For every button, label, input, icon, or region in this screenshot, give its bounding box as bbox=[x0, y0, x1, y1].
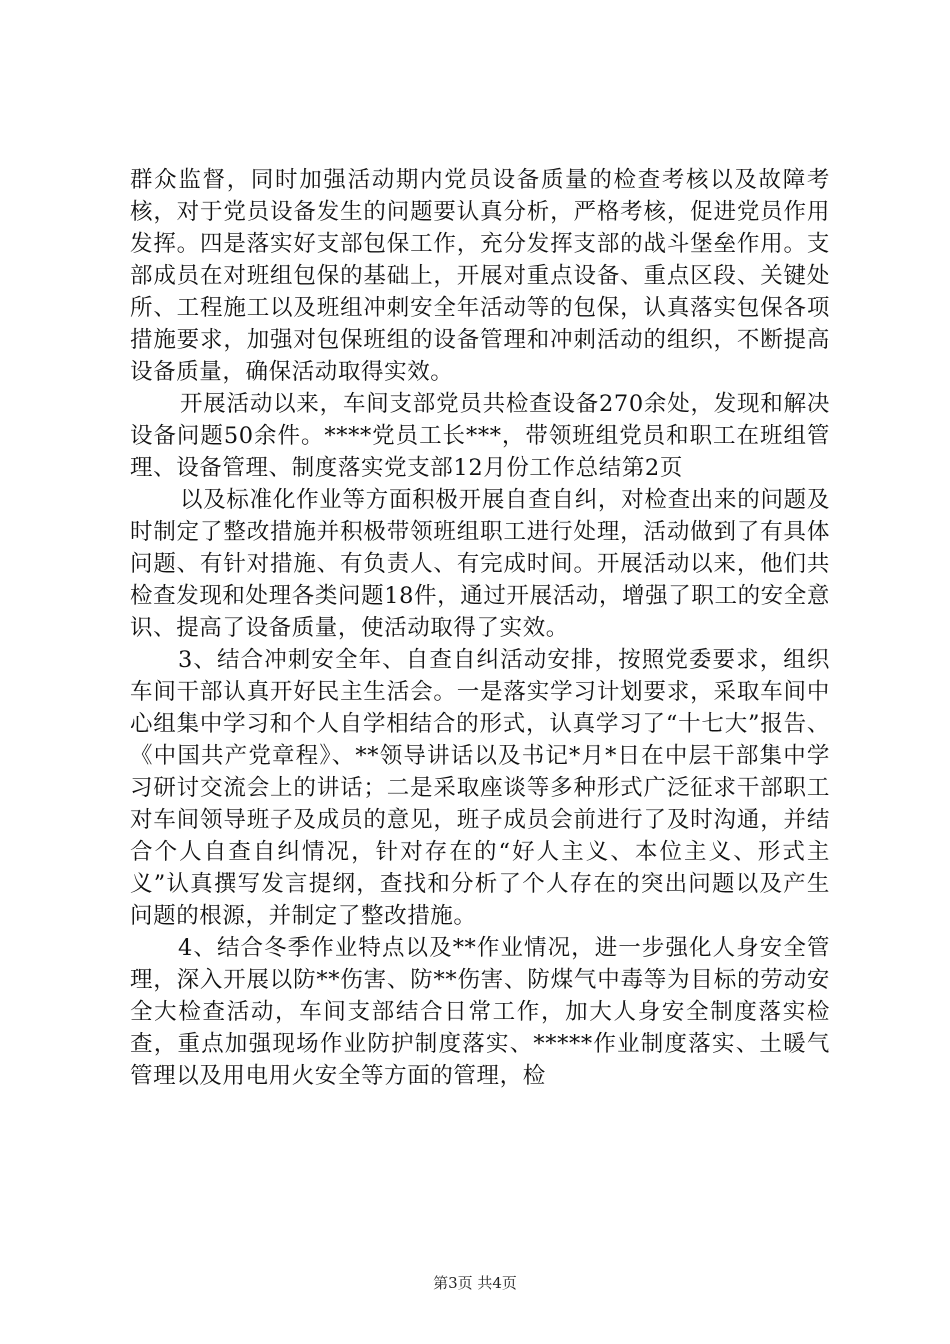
paragraph-2: 开展活动以来，车间支部党员共检查设备270余处，发现和解决设备问题50余件。****党员工长***，带领班组党员和职工在班组管理、设备管理、制度落实党支部12月份工作总结第2页 bbox=[130, 391, 830, 481]
document-body bbox=[130, 164, 830, 1092]
paragraph-5: 4、结合冬季作业特点以及**作业情况，进一步强化人身安全管理，深入开展以防**伤害、防**伤害、防煤气中毒等为目标的劳动安全大检查活动，车间支部结合日常工作，加大人身安全制度落实检查，重点加强现场作业防护制度落实、*****作业制度落实、土暖气管理以及用电用火安全等方面的管理，检 bbox=[130, 935, 830, 1089]
paragraph-3: 以及标准化作业等方面积极开展自查自纠，对检查出来的问题及时制定了整改措施并积极带领班组职工进行处理，活动做到了有具体问题、有针对措施、有负责人、有完成时间。开展活动以来，他们共检查发现和处理各类问题18件，通过开展活动，增强了职工的安全意识、提高了设备质量，使活动取得了实效。 bbox=[130, 487, 830, 641]
paragraph-4: 3、结合冲刺安全年、自查自纠活动安排，按照党委要求，组织车间干部认真开好民主生活会。一是落实学习计划要求，采取车间中心组集中学习和个人自学相结合的形式，认真学习了“十七大”报告、《中国共产党章程》、**领导讲话以及书记*月*日在中层干部集中学习研讨交流会上的讲话；二是采取座谈等多种形式广泛征求干部职工对车间领导班子及成员的意见，班子成员会前进行了及时沟通，并结合个人自查自纠情况，针对存在的“好人主义、本位主义、形式主义”认真撰写发言提纲，查找和分析了个人存在的突出问题以及产生问题的根源，并制定了整改措施。 bbox=[130, 647, 830, 929]
paragraph-1: 群众监督，同时加强活动期内党员设备质量的检查考核以及故障考核，对于党员设备发生的问题要认真分析，严格考核，促进党员作用发挥。四是落实好支部包保工作，充分发挥支部的战斗堡垒作用。支部成员在对班组包保的基础上，开展对重点设备、重点区段、关键处所、工程施工以及班组冲刺安全年活动等的包保，认真落实包保各项措施要求，加强对包保班组的设备管理和冲刺活动的组织，不断提高设备质量，确保活动取得实效。 bbox=[130, 167, 830, 385]
page-number-footer: 第3页 共4页 bbox=[433, 1274, 517, 1292]
